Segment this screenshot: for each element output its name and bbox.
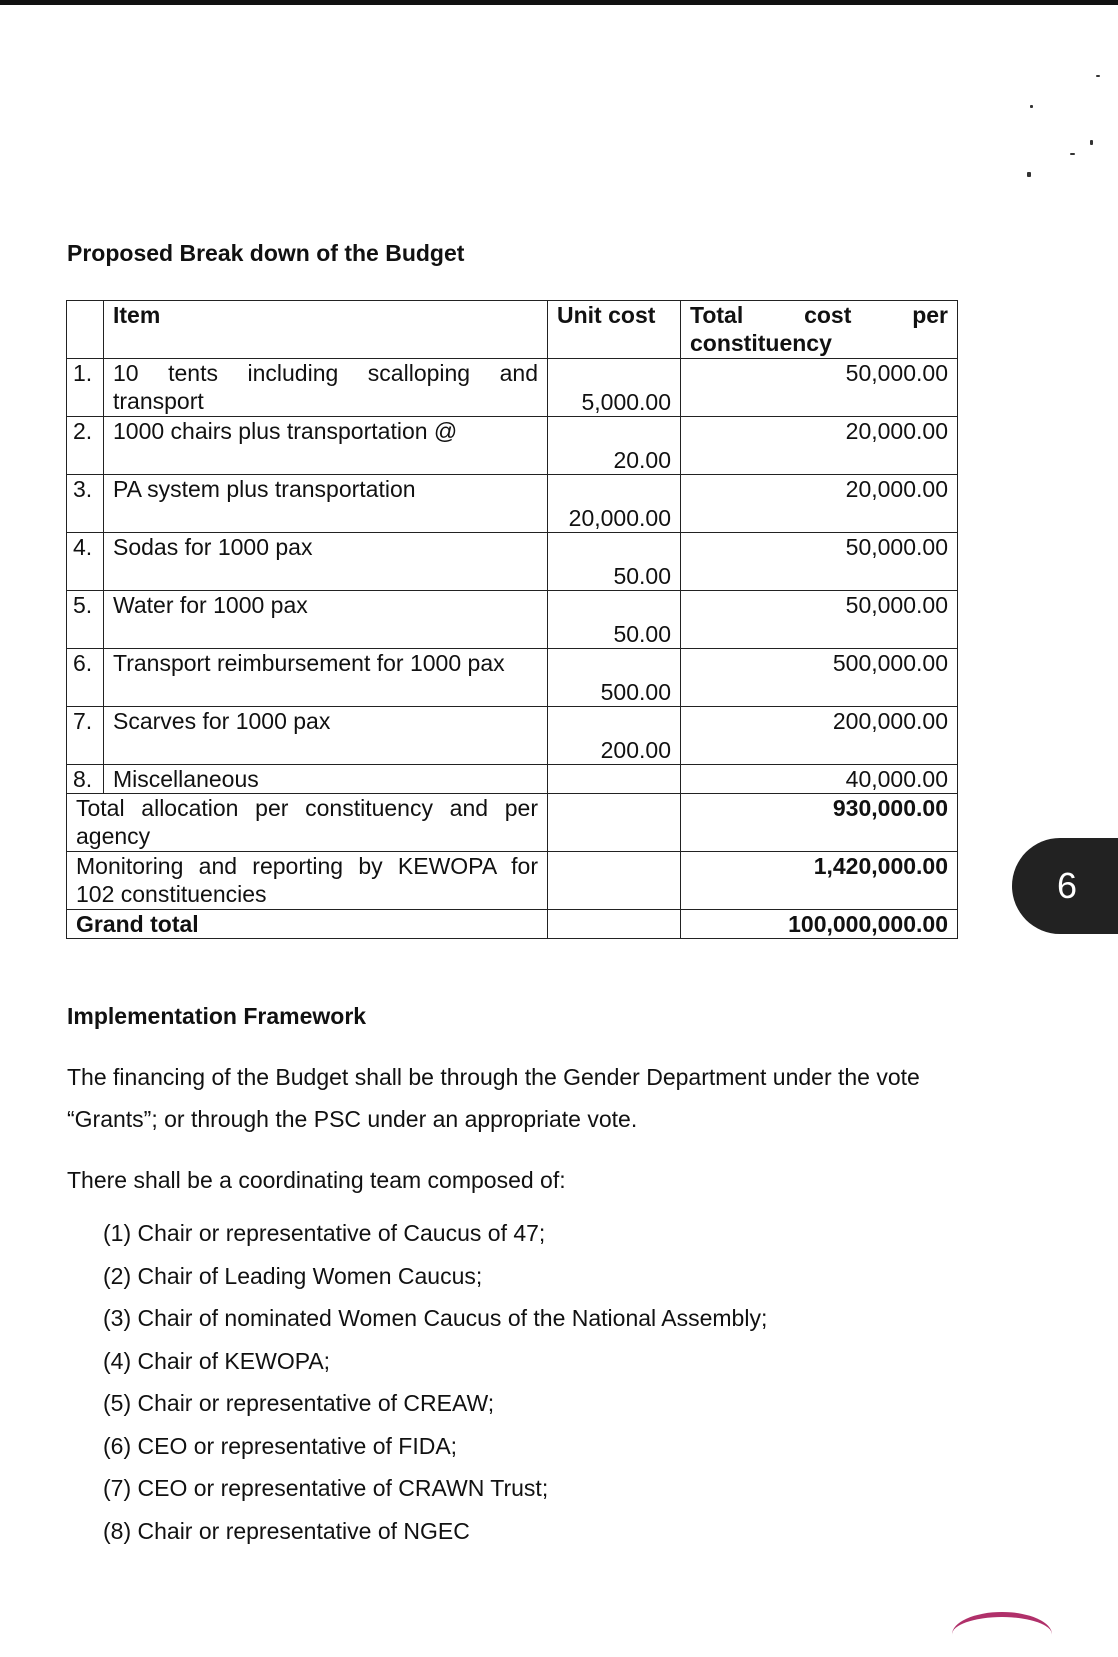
row-number: 2.	[67, 417, 104, 475]
row-total: 50,000.00	[681, 359, 958, 417]
grand-total-row	[67, 910, 958, 939]
list-item: (5) Chair or representative of CREAW;	[103, 1390, 495, 1416]
row-number: 4.	[67, 533, 104, 591]
list-item: (2) Chair of Leading Women Caucus;	[103, 1262, 483, 1289]
list-item: (3) Chair of nominated Women Caucus of the National Assembly;	[103, 1305, 768, 1331]
summary-unit-cost	[548, 852, 681, 910]
header-per-word: per	[912, 302, 948, 328]
row-total: 200,000.00	[681, 707, 958, 765]
section-heading: Implementation Framework	[67, 1003, 367, 1029]
row-number: 8.	[67, 765, 104, 794]
row-unit-cost: 50.00	[548, 591, 681, 649]
summary-total: 930,000.00	[681, 794, 958, 852]
header-item: Item	[104, 301, 548, 359]
list-item: (8) Chair or representative of NGEC	[103, 1517, 470, 1544]
header-cost-word: cost	[804, 302, 852, 328]
scan-speck	[1070, 153, 1075, 155]
table-row	[67, 649, 958, 707]
row-item: Water for 1000 pax	[104, 591, 548, 649]
row-total: 500,000.00	[681, 649, 958, 707]
table-row	[67, 591, 958, 649]
scan-speck	[1027, 172, 1031, 177]
row-item: Transport reimbursement for 1000 pax	[104, 649, 548, 707]
table-header-row	[67, 301, 958, 359]
row-unit-cost: 20,000.00	[548, 475, 681, 533]
row-total: 20,000.00	[681, 417, 958, 475]
page-number-tab	[1012, 838, 1118, 934]
row-unit-cost: 50.00	[548, 533, 681, 591]
summary-row	[67, 794, 958, 852]
row-number: 7.	[67, 707, 104, 765]
row-unit-cost	[548, 765, 681, 794]
financing-paragraph: The financing of the Budget shall be through the Gender Department under the vote “Grants”; or through the PSC under an appropriate vote.	[67, 1064, 920, 1132]
list-item: (4) Chair of KEWOPA;	[103, 1347, 331, 1374]
grand-total-value: 100,000,000.00	[681, 910, 958, 939]
table-row	[67, 475, 958, 533]
row-number: 3.	[67, 475, 104, 533]
header-unit-cost: Unit cost	[548, 301, 681, 359]
scan-speck	[1090, 140, 1093, 145]
row-number: 1.	[67, 359, 104, 417]
row-item: 10 tents including scalloping and transport	[104, 359, 548, 417]
row-unit-cost: 5,000.00	[548, 359, 681, 417]
page-number: 6	[1056, 865, 1078, 906]
scan-speck	[1030, 105, 1033, 108]
table-row	[67, 707, 958, 765]
table-row	[67, 417, 958, 475]
budget-table	[66, 300, 958, 939]
budget-title: Proposed Break down of the Budget	[67, 240, 465, 266]
header-total-cost	[681, 301, 958, 359]
table-row	[67, 765, 958, 794]
decorative-arc	[952, 1612, 1052, 1657]
summary-label: Total allocation per constituency and per agency	[67, 794, 548, 852]
row-item: Miscellaneous	[104, 765, 548, 794]
list-item: (1) Chair or representative of Caucus of 47;	[103, 1220, 546, 1246]
table-row	[67, 359, 958, 417]
scan-top-border	[0, 0, 1118, 5]
row-number: 5.	[67, 591, 104, 649]
row-unit-cost: 200.00	[548, 707, 681, 765]
table-row	[67, 533, 958, 591]
header-constituency-word: constituency	[690, 330, 832, 356]
list-item: (7) CEO or representative of CRAWN Trust;	[103, 1475, 549, 1501]
row-item: 1000 chairs plus transportation @	[104, 417, 548, 475]
coordinating-team-list	[103, 1220, 767, 1560]
header-total-word: Total	[690, 302, 744, 328]
row-total: 50,000.00	[681, 533, 958, 591]
row-number: 6.	[67, 649, 104, 707]
grand-total-unit-cost	[548, 910, 681, 939]
summary-unit-cost	[548, 794, 681, 852]
row-unit-cost: 500.00	[548, 649, 681, 707]
scan-speck	[1096, 75, 1100, 77]
row-unit-cost: 20.00	[548, 417, 681, 475]
list-item: (6) CEO or representative of FIDA;	[103, 1432, 458, 1459]
row-total: 50,000.00	[681, 591, 958, 649]
row-total: 20,000.00	[681, 475, 958, 533]
row-total: 40,000.00	[681, 765, 958, 794]
row-item: Scarves for 1000 pax	[104, 707, 548, 765]
row-item: Sodas for 1000 pax	[104, 533, 548, 591]
grand-total-label: Grand total	[67, 910, 548, 939]
row-item: PA system plus transportation	[104, 475, 548, 533]
header-num-cell	[67, 301, 104, 359]
summary-row	[67, 852, 958, 910]
summary-label: Monitoring and reporting by KEWOPA for 102 constituencies	[67, 852, 548, 910]
summary-total: 1,420,000.00	[681, 852, 958, 910]
coordinating-team-intro: There shall be a coordinating team composed of:	[67, 1167, 566, 1193]
